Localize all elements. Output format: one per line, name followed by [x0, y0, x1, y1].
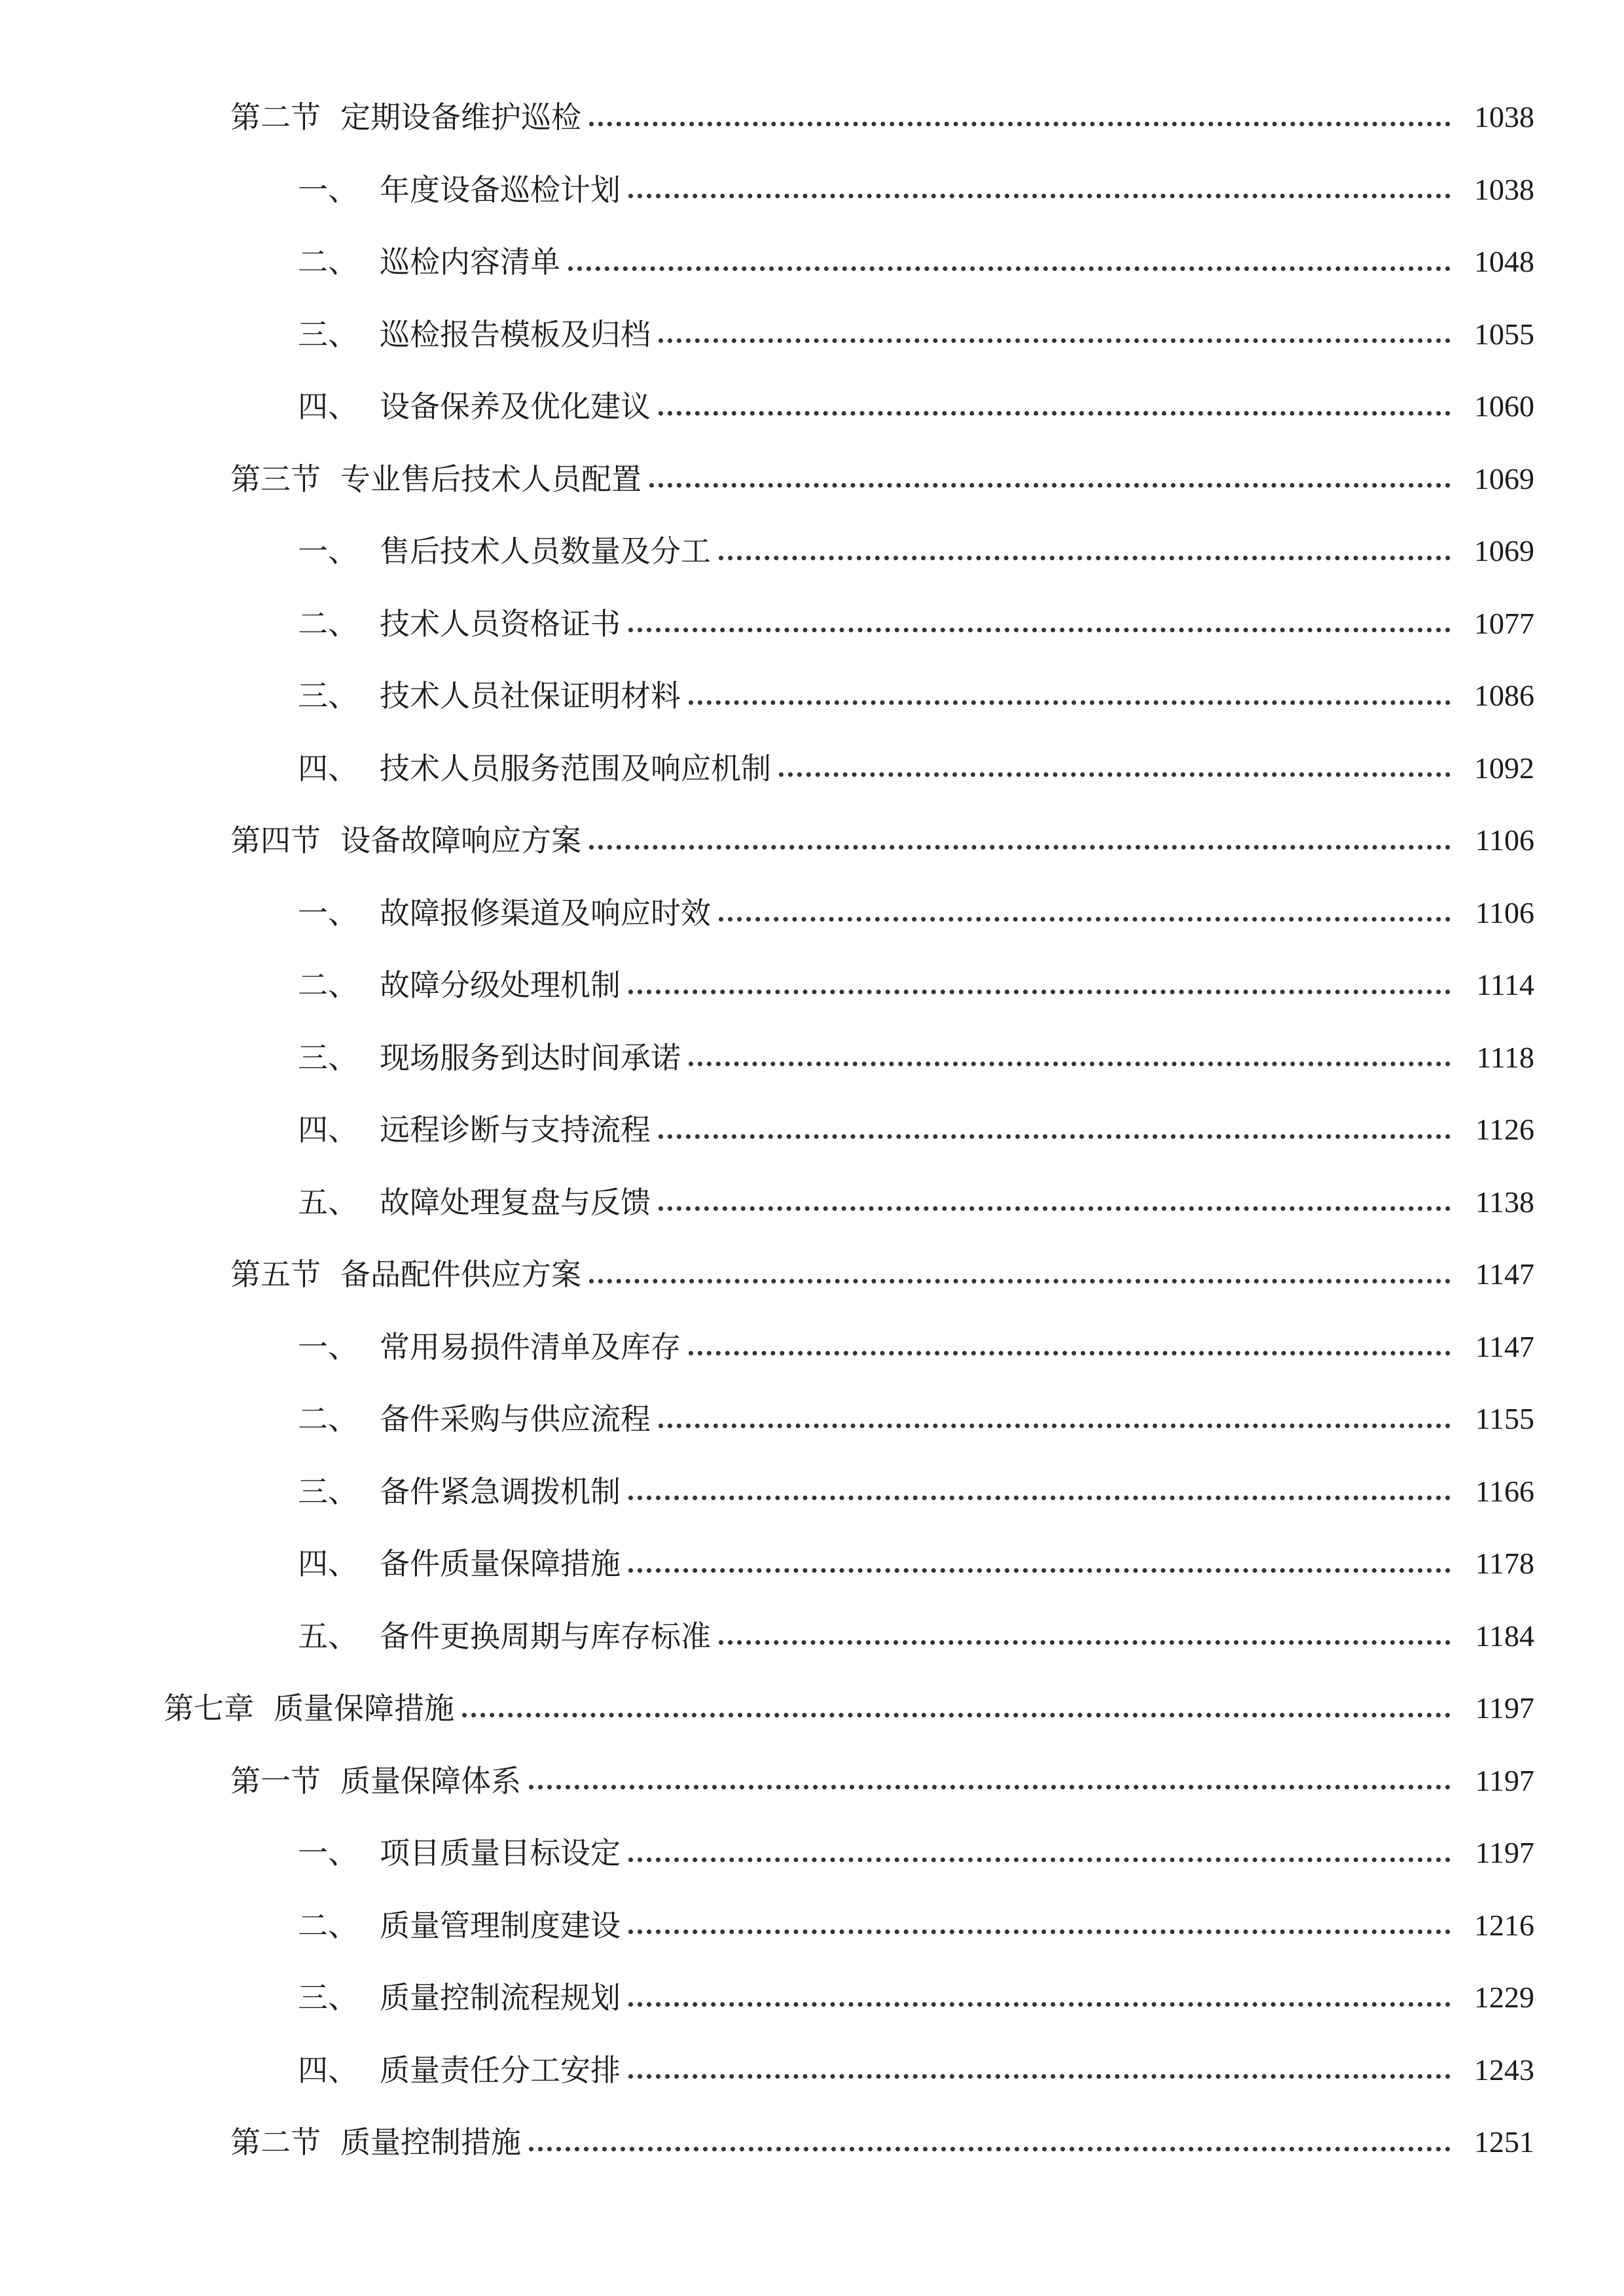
- toc-dot-leader: [628, 2002, 1451, 2007]
- toc-page-number: 1166: [1475, 1474, 1534, 1508]
- toc-page-number: 1147: [1475, 1329, 1534, 1363]
- toc-entry[interactable]: [0, 588, 1624, 660]
- toc-entry-number: 第五节: [230, 1257, 321, 1293]
- toc-dot-leader: [628, 1496, 1451, 1500]
- toc-entry[interactable]: [0, 1383, 1624, 1456]
- toc-dot-leader: [719, 556, 1451, 560]
- table-of-contents: [0, 81, 1624, 2179]
- toc-entry-number: 五、: [298, 1618, 358, 1654]
- toc-entry-title: 备件质量保障措施: [380, 1546, 621, 1582]
- toc-dot-leader: [628, 1929, 1451, 1934]
- toc-entry-title: 现场服务到达时间承诺: [380, 1039, 681, 1075]
- toc-dot-leader: [589, 122, 1451, 126]
- toc-page-number: 1060: [1474, 389, 1534, 423]
- toc-entry-title: 技术人员社保证明材料: [380, 678, 681, 714]
- toc-dot-leader: [689, 1062, 1451, 1066]
- toc-entry-title: 巡检内容清单: [380, 244, 560, 280]
- toc-dot-leader: [589, 845, 1451, 850]
- toc-entry[interactable]: [0, 949, 1624, 1022]
- toc-entry-title: 定期设备维护巡检: [340, 99, 581, 135]
- toc-page-number: 1038: [1474, 172, 1534, 206]
- toc-page-number: 1114: [1476, 968, 1534, 1002]
- toc-page-number: 1147: [1475, 1257, 1534, 1291]
- toc-entry-title: 质量控制流程规划: [380, 1980, 621, 2016]
- toc-entry-title: 质量责任分工安排: [380, 2052, 621, 2088]
- toc-entry-title: 故障处理复盘与反馈: [380, 1184, 651, 1220]
- toc-dot-leader: [659, 338, 1451, 343]
- toc-dot-leader: [628, 990, 1451, 994]
- toc-entry-number: 四、: [298, 1112, 358, 1148]
- toc-entry-number: 三、: [298, 1473, 358, 1509]
- toc-entry-number: 一、: [298, 1835, 358, 1871]
- toc-dot-leader: [462, 1713, 1451, 1717]
- toc-entry-title: 技术人员资格证书: [380, 605, 621, 641]
- toc-entry-title: 故障分级处理机制: [380, 967, 621, 1003]
- toc-dot-leader: [628, 1568, 1451, 1573]
- toc-entry-title: 技术人员服务范围及响应机制: [380, 750, 771, 786]
- toc-entry[interactable]: [0, 1890, 1624, 1962]
- toc-entry-title: 备件紧急调拨机制: [380, 1473, 621, 1509]
- toc-entry[interactable]: [0, 1672, 1624, 1745]
- toc-entry[interactable]: [0, 1600, 1624, 1673]
- toc-page-number: 1048: [1474, 245, 1534, 279]
- toc-entry-number: 四、: [298, 2052, 358, 2088]
- toc-page-number: 1197: [1475, 1763, 1534, 1797]
- toc-entry-title: 远程诊断与支持流程: [380, 1112, 651, 1148]
- toc-page-number: 1155: [1475, 1402, 1534, 1436]
- toc-dot-leader: [719, 917, 1451, 922]
- toc-dot-leader: [779, 772, 1451, 777]
- toc-entry-title: 备件采购与供应流程: [380, 1401, 651, 1437]
- toc-dot-leader: [628, 628, 1451, 632]
- toc-dot-leader: [689, 1351, 1451, 1355]
- toc-entry-number: 一、: [298, 895, 358, 931]
- toc-page-number: 1138: [1475, 1185, 1534, 1219]
- toc-entry-title: 质量管理制度建设: [380, 1907, 621, 1943]
- toc-page-number: 1069: [1474, 461, 1534, 495]
- toc-page-number: 1178: [1475, 1547, 1534, 1581]
- toc-entry-title: 备品配件供应方案: [340, 1257, 581, 1293]
- toc-entry-title: 年度设备巡检计划: [380, 171, 621, 207]
- toc-entry[interactable]: [0, 1166, 1624, 1239]
- toc-entry-number: 二、: [298, 605, 358, 641]
- toc-entry-title: 质量保障体系: [340, 1763, 521, 1799]
- toc-dot-leader: [719, 1640, 1451, 1645]
- toc-entry-number: 二、: [298, 967, 358, 1003]
- toc-entry-number: 第三节: [230, 461, 321, 497]
- toc-page-number: 1092: [1474, 751, 1534, 785]
- toc-page-number: 1086: [1474, 679, 1534, 713]
- toc-entry[interactable]: [0, 298, 1624, 371]
- toc-entry[interactable]: [0, 2106, 1624, 2179]
- toc-entry[interactable]: [0, 877, 1624, 950]
- toc-page-number: 1197: [1475, 1836, 1534, 1870]
- toc-page-number: 1197: [1475, 1691, 1534, 1725]
- toc-entry-number: 五、: [298, 1184, 358, 1220]
- toc-entry[interactable]: [0, 2034, 1624, 2107]
- toc-dot-leader: [659, 411, 1451, 416]
- toc-page-number: 1243: [1474, 2053, 1534, 2087]
- toc-dot-leader: [529, 2147, 1451, 2151]
- toc-dot-leader: [568, 266, 1451, 271]
- toc-entry-number: 一、: [298, 1329, 358, 1365]
- toc-entry-title: 专业售后技术人员配置: [340, 461, 641, 497]
- toc-entry[interactable]: [0, 81, 1624, 154]
- toc-page-number: 1184: [1475, 1619, 1534, 1653]
- toc-page-number: 1106: [1475, 895, 1534, 929]
- toc-page-number: 1251: [1474, 2125, 1534, 2159]
- toc-entry-number: 二、: [298, 244, 358, 280]
- toc-page-number: 1106: [1475, 823, 1534, 857]
- toc-dot-leader: [659, 1424, 1451, 1428]
- toc-entry-title: 故障报修渠道及响应时效: [380, 895, 711, 931]
- toc-entry[interactable]: [0, 443, 1624, 516]
- toc-entry-number: 四、: [298, 389, 358, 425]
- toc-entry-number: 三、: [298, 678, 358, 714]
- toc-entry[interactable]: [0, 154, 1624, 226]
- toc-entry-number: 三、: [298, 1039, 358, 1075]
- toc-entry[interactable]: [0, 1238, 1624, 1311]
- toc-page-number: 1055: [1474, 317, 1534, 351]
- toc-entry[interactable]: [0, 1528, 1624, 1600]
- toc-entry[interactable]: [0, 1094, 1624, 1166]
- toc-page-number: 1229: [1474, 1981, 1534, 2015]
- toc-entry[interactable]: [0, 732, 1624, 805]
- toc-dot-leader: [589, 1279, 1451, 1283]
- toc-entry-title: 质量控制措施: [340, 2125, 521, 2161]
- toc-dot-leader: [659, 1134, 1451, 1139]
- toc-entry-number: 四、: [298, 1546, 358, 1582]
- toc-entry[interactable]: [0, 515, 1624, 588]
- toc-entry-title: 质量保障措施: [274, 1691, 454, 1727]
- toc-entry-title: 巡检报告模板及归档: [380, 316, 651, 352]
- toc-page-number: 1077: [1474, 606, 1534, 640]
- toc-entry[interactable]: [0, 660, 1624, 732]
- toc-entry-title: 设备保养及优化建议: [380, 389, 651, 425]
- toc-page-number: 1118: [1476, 1040, 1534, 1074]
- toc-entry-title: 常用易损件清单及库存: [380, 1329, 681, 1365]
- toc-dot-leader: [628, 2074, 1451, 2079]
- toc-entry[interactable]: [0, 804, 1624, 877]
- toc-dot-leader: [628, 194, 1451, 198]
- toc-entry[interactable]: [0, 1022, 1624, 1094]
- toc-dot-leader: [529, 1785, 1451, 1789]
- toc-entry[interactable]: [0, 370, 1624, 443]
- toc-entry-title: 设备故障响应方案: [340, 823, 581, 859]
- toc-entry[interactable]: [0, 1962, 1624, 2034]
- toc-entry[interactable]: [0, 1817, 1624, 1890]
- toc-entry-number: 第一节: [230, 1763, 321, 1799]
- toc-entry-number: 三、: [298, 316, 358, 352]
- toc-entry[interactable]: [0, 1456, 1624, 1528]
- toc-dot-leader: [659, 1206, 1451, 1211]
- toc-entry-title: 项目质量目标设定: [380, 1835, 621, 1871]
- toc-entry-number: 二、: [298, 1401, 358, 1437]
- toc-entry-title: 备件更换周期与库存标准: [380, 1618, 711, 1654]
- toc-entry-number: 一、: [298, 533, 358, 569]
- toc-entry-number: 第七章: [164, 1691, 254, 1727]
- toc-entry-number: 四、: [298, 750, 358, 786]
- toc-entry[interactable]: [0, 226, 1624, 298]
- toc-page-number: 1216: [1474, 1908, 1534, 1942]
- toc-dot-leader: [649, 483, 1451, 488]
- toc-entry-number: 二、: [298, 1907, 358, 1943]
- toc-entry-title: 售后技术人员数量及分工: [380, 533, 711, 569]
- toc-entry-number: 第二节: [230, 2125, 321, 2161]
- toc-entry-number: 三、: [298, 1980, 358, 2016]
- toc-dot-leader: [689, 700, 1451, 705]
- toc-entry[interactable]: [0, 1745, 1624, 1818]
- toc-page-number: 1038: [1474, 100, 1534, 134]
- toc-page-number: 1069: [1474, 534, 1534, 568]
- toc-dot-leader: [628, 1857, 1451, 1862]
- toc-entry-number: 一、: [298, 171, 358, 207]
- toc-entry[interactable]: [0, 1311, 1624, 1384]
- toc-page-number: 1126: [1475, 1113, 1534, 1147]
- toc-entry-number: 第二节: [230, 99, 321, 135]
- toc-entry-number: 第四节: [230, 823, 321, 859]
